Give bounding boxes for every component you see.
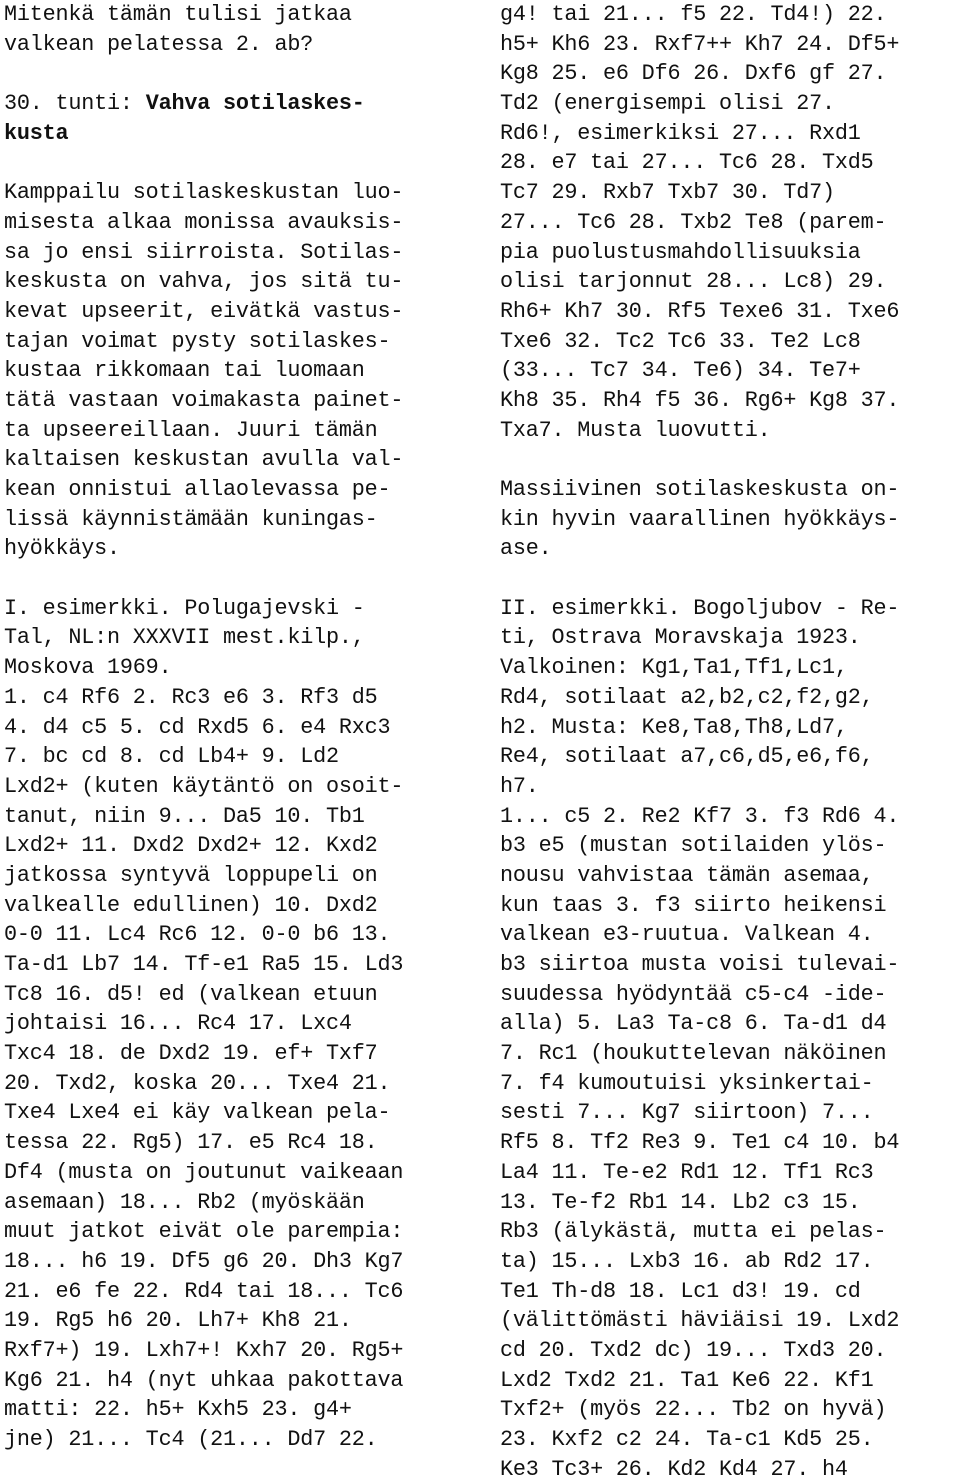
text-line	[500, 653, 960, 683]
text-run: Rf5 8. Tf2 Re3 9. Te1 c4 10. b4	[500, 1130, 900, 1156]
text-line	[500, 861, 960, 891]
text-run: La4 11. Te-e2 Rd1 12. Tf1 Rc3	[500, 1159, 874, 1185]
text-run: 13. Te-f2 Rb1 14. Lb2 c3 15.	[500, 1189, 861, 1215]
text-line	[4, 356, 496, 386]
text-run: lissä käynnistämään kuningas-	[4, 506, 378, 532]
text-run: b3 siirtoa musta voisi tulevai-	[500, 952, 900, 977]
text-line	[500, 1158, 960, 1188]
text-line	[500, 1009, 960, 1039]
text-run: sa jo ensi siirroista. Sotilas-	[4, 239, 404, 265]
text-run: II. esimerkki. Bogoljubov - Re-	[500, 595, 900, 621]
text-run: 19. Rg5 h6 20. Lh7+ Kh8 21.	[4, 1308, 352, 1334]
text-run: Txe4 Lxe4 ei käy valkean pela-	[4, 1100, 391, 1126]
text-run: 7. bc cd 8. cd Lb4+ 9. Ld2	[4, 744, 339, 770]
text-line	[500, 119, 960, 149]
text-run: alla) 5. La3 Ta-c8 6. Ta-d1 d4	[500, 1011, 887, 1037]
text-line	[4, 1217, 496, 1247]
text-line	[500, 1366, 960, 1396]
text-line	[4, 1277, 496, 1307]
text-line	[500, 742, 960, 772]
text-line	[500, 208, 960, 238]
text-run: kevat upseerit, eivätkä vastus-	[4, 298, 404, 324]
text-run: Kg8 25. e6 Df6 26. Dxf6 gf 27.	[500, 61, 887, 87]
text-run: hyökkäys.	[4, 536, 120, 562]
text-line	[4, 1336, 496, 1366]
text-line	[500, 238, 960, 268]
text-line	[500, 1128, 960, 1158]
text-run: kin hyvin vaarallinen hyökkäys-	[500, 506, 900, 532]
text-run: kaltaisen keskustan avulla val-	[4, 447, 404, 473]
text-run: Df4 (musta on joutunut vaikeaan	[4, 1159, 404, 1185]
text-run: 23. Kxf2 c2 24. Ta-c1 Kd5 25.	[500, 1427, 874, 1452]
text-line	[500, 59, 960, 89]
text-run: Lxd2 Txd2 21. Ta1 Ke6 22. Kf1	[500, 1367, 874, 1393]
text-line	[4, 1158, 496, 1188]
text-run: Mitenkä tämän tulisi jatkaa	[4, 2, 352, 27]
text-line	[4, 178, 496, 208]
text-line	[500, 1188, 960, 1218]
text-run: Te1 Th-d8 18. Lc1 d3! 19. cd	[500, 1278, 861, 1304]
text-run: tessa 22. Rg5) 17. e5 Rc4 18.	[4, 1130, 378, 1156]
text-run: 28. e7 tai 27... Tc6 28. Txd5	[500, 150, 874, 176]
text-line	[4, 594, 496, 624]
text-line	[500, 327, 960, 357]
text-line	[4, 1128, 496, 1158]
text-line	[4, 1098, 496, 1128]
text-run: Kh8 35. Rh4 f5 36. Rg6+ Kg8 37.	[500, 387, 900, 413]
text-run: valkean pelatessa 2. ab?	[4, 31, 314, 57]
text-line	[4, 861, 496, 891]
text-line	[500, 1098, 960, 1128]
text-run: matti: 22. h5+ Kxh5 23. g4+	[4, 1397, 352, 1423]
text-line	[4, 980, 496, 1010]
text-run: misesta alkaa monissa avauksis-	[4, 209, 404, 235]
text-run: ti, Ostrava Moravskaja 1923.	[500, 625, 861, 651]
text-run: Massiivinen sotilaskeskusta on-	[500, 477, 900, 502]
text-run: Lxd2+ (kuten käytäntö on osoit-	[4, 773, 404, 799]
text-run: 0-0 11. Lc4 Rc6 12. 0-0 b6 13.	[4, 922, 391, 948]
text-run: h7.	[500, 773, 539, 799]
text-run: 30. tunti:	[4, 91, 146, 117]
text-run: 18... h6 19. Df5 g6 20. Dh3 Kg7	[4, 1248, 404, 1274]
text-line	[500, 534, 960, 564]
text-line	[4, 623, 496, 653]
text-line	[4, 327, 496, 357]
text-line	[4, 713, 496, 743]
text-line	[4, 416, 496, 446]
text-line	[500, 297, 960, 327]
text-run: 1... c5 2. Re2 Kf7 3. f3 Rd6 4.	[500, 803, 900, 829]
text-run: keskusta on vahva, jos sitä tu-	[4, 269, 404, 295]
text-line	[500, 1039, 960, 1069]
text-run: kustaa rikkomaan tai luomaan	[4, 358, 365, 384]
text-run: 21. e6 fe 22. Rd4 tai 18... Tc6	[4, 1278, 404, 1304]
text-run: 1. c4 Rf6 2. Rc3 e6 3. Rf3 d5	[4, 684, 378, 710]
text-run: Kg6 21. h4 (nyt uhkaa pakottava	[4, 1367, 404, 1393]
text-line	[4, 1425, 496, 1455]
text-line	[500, 0, 960, 30]
text-line	[500, 30, 960, 60]
text-line	[4, 297, 496, 327]
text-line	[4, 89, 496, 119]
text-line	[500, 1217, 960, 1247]
right-text-column	[496, 0, 960, 1480]
text-line	[4, 475, 496, 505]
text-run: tätä vastaan voimakasta painet-	[4, 387, 404, 413]
text-run: jne) 21... Tc4 (21... Dd7 22.	[4, 1427, 378, 1452]
text-run: muut jatkot eivät ole parempia:	[4, 1219, 404, 1245]
text-line	[500, 950, 960, 980]
text-run: olisi tarjonnut 28... Lc8) 29.	[500, 269, 887, 295]
text-line	[4, 1366, 496, 1396]
text-line	[4, 831, 496, 861]
text-run: Valkoinen: Kg1,Ta1,Tf1,Lc1,	[500, 655, 848, 681]
text-run: 4. d4 c5 5. cd Rxd5 6. e4 Rxc3	[4, 714, 391, 740]
text-run: Tc8 16. d5! ed (valkean etuun	[4, 981, 378, 1007]
text-run: suudessa hyödyntää c5-c4 -ide-	[500, 981, 887, 1007]
text-run: 27... Tc6 28. Txb2 Te8 (parem-	[500, 209, 887, 235]
text-line	[4, 1069, 496, 1099]
text-run: b3 e5 (mustan sotilaiden ylös-	[500, 833, 887, 859]
text-run: nousu vahvistaa tämän asemaa,	[500, 862, 874, 888]
text-run: Rd6!, esimerkiksi 27... Rxd1	[500, 120, 861, 146]
text-line	[500, 1069, 960, 1099]
text-run: Ta-d1 Lb7 14. Tf-e1 Ra5 15. Ld3	[4, 952, 404, 977]
text-line	[500, 683, 960, 713]
text-line	[500, 1395, 960, 1425]
text-run: Rh6+ Kh7 30. Rf5 Texe6 31. Txe6	[500, 298, 900, 324]
text-line	[500, 564, 960, 594]
text-run: asemaan) 18... Rb2 (myöskään	[4, 1189, 365, 1215]
text-run: Txa7. Musta luovutti.	[500, 417, 771, 443]
text-run: Rd4, sotilaat a2,b2,c2,f2,g2,	[500, 684, 874, 710]
text-run: valkealle edullinen) 10. Dxd2	[4, 892, 378, 918]
text-run: Txc4 18. de Dxd2 19. ef+ Txf7	[4, 1041, 378, 1067]
text-run: Rb3 (älykästä, mutta ei pelas-	[500, 1219, 887, 1245]
text-run: Txe6 32. Tc2 Tc6 33. Te2 Lc8	[500, 328, 861, 354]
text-run: h2. Musta: Ke8,Ta8,Th8,Ld7,	[500, 714, 848, 740]
text-line	[4, 950, 496, 980]
text-line	[500, 772, 960, 802]
text-line	[4, 891, 496, 921]
text-run: tajan voimat pysty sotilaskes-	[4, 328, 391, 354]
text-line	[4, 148, 496, 178]
text-run: valkean e3-ruutua. Valkean 4.	[500, 922, 874, 948]
text-line	[500, 1277, 960, 1307]
text-line	[500, 386, 960, 416]
text-run: pia puolustusmahdollisuuksia	[500, 239, 861, 265]
text-line	[500, 505, 960, 535]
text-run: cd 20. Txd2 dc) 19... Txd3 20.	[500, 1337, 887, 1363]
text-line	[4, 445, 496, 475]
text-line	[500, 1425, 960, 1455]
text-line	[500, 920, 960, 950]
section-heading-text: kusta	[4, 120, 69, 146]
text-line	[4, 386, 496, 416]
text-line	[4, 772, 496, 802]
text-run: h5+ Kh6 23. Rxf7++ Kh7 24. Df5+	[500, 31, 900, 57]
text-run: Tc7 29. Rxb7 Txb7 30. Td7)	[500, 180, 835, 206]
text-line	[4, 1188, 496, 1218]
text-run: 20. Txd2, koska 20... Txe4 21.	[4, 1070, 391, 1096]
text-run: I. esimerkki. Polugajevski -	[4, 595, 365, 621]
text-line	[500, 475, 960, 505]
text-line	[500, 831, 960, 861]
text-run: 7. f4 kumoutuisi yksinkertai-	[500, 1070, 874, 1096]
text-line	[4, 564, 496, 594]
text-line	[500, 802, 960, 832]
text-run: jatkossa syntyvä loppupeli on	[4, 862, 378, 888]
text-run: ta) 15... Lxb3 16. ab Rd2 17.	[500, 1248, 874, 1274]
text-line	[500, 89, 960, 119]
text-line	[4, 1395, 496, 1425]
text-line	[4, 119, 496, 149]
text-line	[4, 505, 496, 535]
text-run: Kamppailu sotilaskeskustan luo-	[4, 180, 404, 206]
text-run: Re4, sotilaat a7,c6,d5,e6,f6,	[500, 744, 874, 770]
text-run: ase.	[500, 536, 552, 562]
text-line	[500, 891, 960, 921]
text-line	[4, 208, 496, 238]
text-line	[500, 267, 960, 297]
text-line	[4, 0, 496, 30]
text-line	[4, 742, 496, 772]
text-run: Tal, NL:n XXXVII mest.kilp.,	[4, 625, 365, 651]
text-run: Lxd2+ 11. Dxd2 Dxd2+ 12. Kxd2	[4, 833, 378, 859]
text-line	[4, 59, 496, 89]
section-heading-text: Vahva sotilaskes-	[145, 91, 365, 117]
text-line	[4, 1039, 496, 1069]
text-run: Td2 (energisempi olisi 27.	[500, 91, 835, 117]
text-line	[500, 1336, 960, 1366]
text-line	[4, 534, 496, 564]
text-run: ta upseereillaan. Juuri tämän	[4, 417, 378, 443]
text-run: kun taas 3. f3 siirto heikensi	[500, 892, 887, 918]
text-line	[500, 713, 960, 743]
text-run: Moskova 1969.	[4, 655, 172, 681]
text-line	[500, 594, 960, 624]
text-line	[4, 683, 496, 713]
text-run: tanut, niin 9... Da5 10. Tb1	[4, 803, 365, 829]
text-line	[4, 1009, 496, 1039]
text-line	[4, 1306, 496, 1336]
text-run: (33... Tc7 34. Te6) 34. Te7+	[500, 358, 861, 384]
text-line	[4, 802, 496, 832]
text-run: g4! tai 21... f5 22. Td4!) 22.	[500, 2, 887, 27]
text-run: Txf2+ (myös 22... Tb2 on hyvä)	[500, 1397, 887, 1423]
text-line	[500, 1247, 960, 1277]
text-line	[500, 1306, 960, 1336]
text-line	[4, 920, 496, 950]
text-run: johtaisi 16... Rc4 17. Lxc4	[4, 1011, 352, 1037]
text-line	[500, 416, 960, 446]
text-line	[4, 1247, 496, 1277]
text-run: sesti 7... Kg7 siirtoon) 7...	[500, 1100, 874, 1126]
text-line	[500, 623, 960, 653]
text-line	[4, 653, 496, 683]
text-line	[500, 445, 960, 475]
text-run: 7. Rc1 (houkuttelevan näköinen	[500, 1041, 887, 1067]
text-line	[4, 238, 496, 268]
text-run: (välittömästi häviäisi 19. Lxd2	[500, 1308, 900, 1334]
text-run: Rxf7+) 19. Lxh7+! Kxh7 20. Rg5+	[4, 1337, 404, 1363]
text-run: Ke3 Tc3+ 26. Kd2 Kd4 27. h4	[500, 1456, 848, 1482]
text-line	[500, 980, 960, 1010]
text-line	[500, 178, 960, 208]
text-line	[4, 30, 496, 60]
text-line	[4, 267, 496, 297]
text-line	[500, 148, 960, 178]
text-run: kean onnistui allaolevassa pe-	[4, 477, 391, 502]
text-line	[500, 356, 960, 386]
